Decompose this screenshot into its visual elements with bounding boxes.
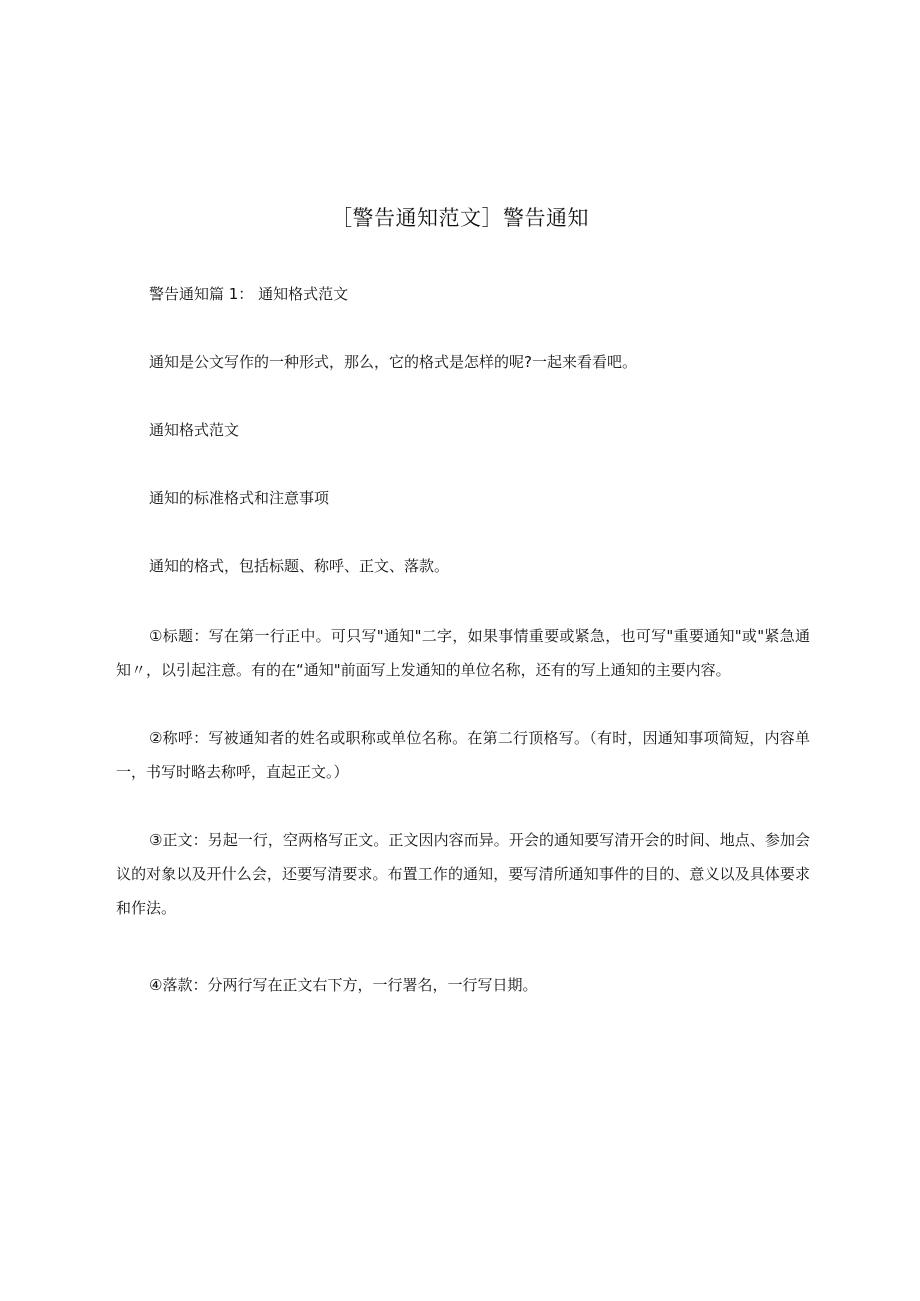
paragraph-body-rule: ③正文：另起一行，空两格写正文。正文因内容而异。开会的通知要写清开会的时间、地点、参加会议的对象以及开什么会，还要写清要求。布置工作的通知，要写清所通知事件的目的、意义以及具体要求和作法。 [116,831,810,917]
paragraph-intro: 通知是公文写作的一种形式，那么，它的格式是怎样的呢?一起来看看吧。 [149,353,637,371]
document-title: ［警告通知范文］警告通知 [331,206,589,230]
paragraph-format-sample-heading: 通知格式范文 [149,421,240,439]
paragraph-salutation-rule: ②称呼：写被通知者的姓名或职称或单位名称。在第二行顶格写。（有时，因通知事项简短，内容单一，书写时略去称呼，直起正文。） [116,729,810,781]
paragraph-section-heading: 警告通知篇 1： 通知格式范文 [149,285,349,303]
paragraph-standard-format-heading: 通知的标准格式和注意事项 [149,489,330,507]
paragraph-title-rule: ①标题：写在第一行正中。可只写"通知"二字，如果事情重要或紧急，也可写"重要通知"或"紧急通知〃，以引起注意。有的在“通知"前面写上发通知的单位名称，还有的写上通知的主要内容。 [116,627,810,679]
paragraph-format-overview: 通知的格式，包括标题、称呼、正文、落款。 [149,557,450,575]
paragraph-signature-rule: ④落款：分两行写在正文右下方，一行署名，一行写日期。 [149,976,538,994]
